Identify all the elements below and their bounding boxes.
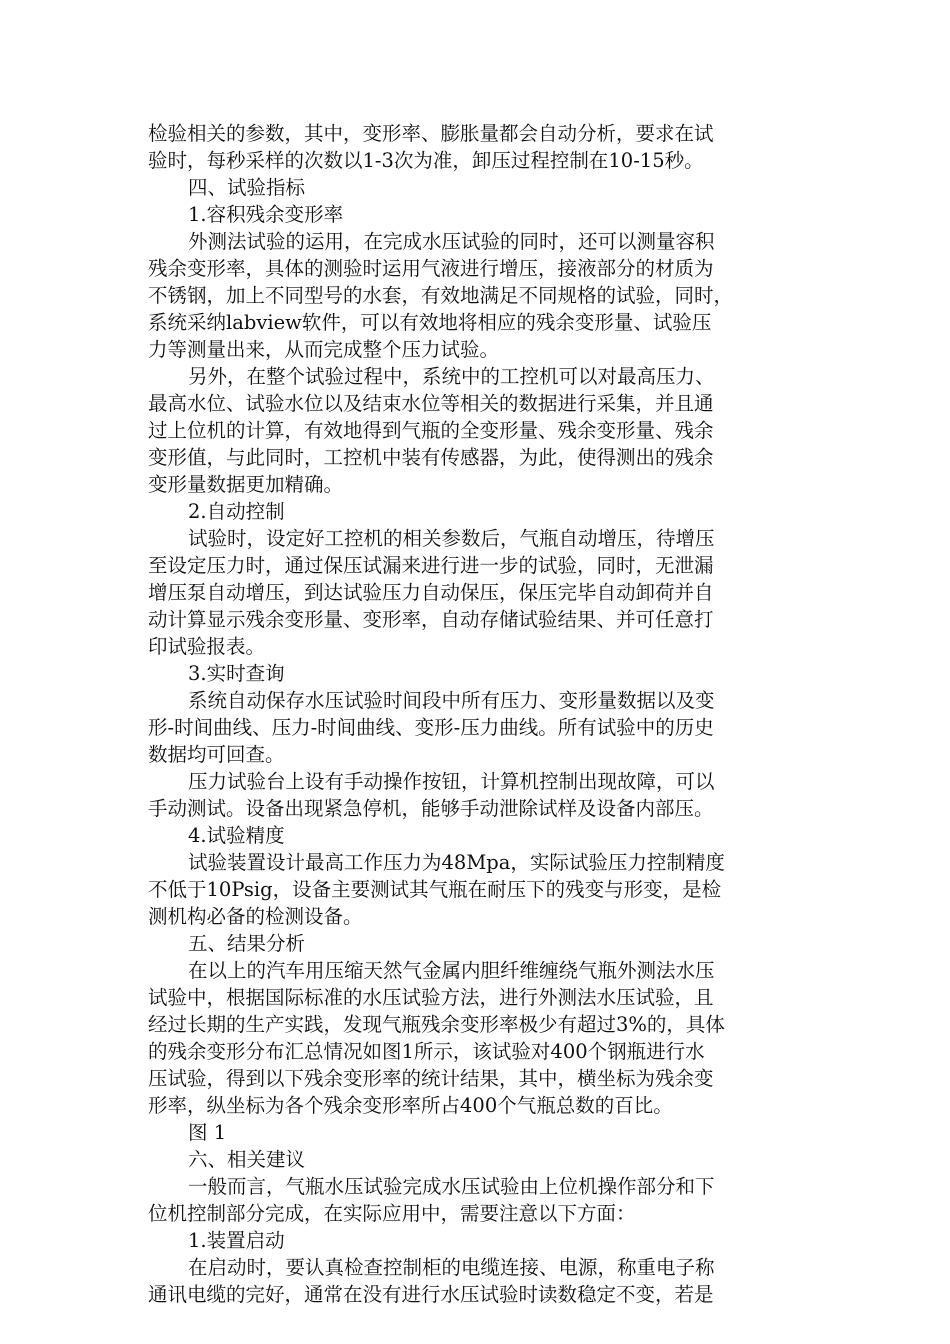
text-line: 压力试验台上设有手动操作按钮，计算机控制出现故障，可以 (188, 770, 715, 793)
paragraph (148, 1119, 808, 1146)
text-line: 系统自动保存水压试验时间段中所有压力、变形量数据以及变 (188, 689, 715, 712)
text-line: 另外，在整个试验过程中，系统中的工控机可以对最高压力、 (188, 365, 715, 388)
paragraph (148, 957, 808, 1119)
text-line: 一般而言，气瓶水压试验完成水压试验由上位机操作部分和下 (188, 1175, 715, 1198)
paragraph (148, 849, 808, 930)
text-line: 的残余变形分布汇总情况如图1所示，该试验对400个钢瓶进行水 (148, 1040, 705, 1063)
text-line: 数据均可回查。 (148, 743, 285, 766)
text-line: 位机控制部分完成，在实际应用中，需要注意以下方面： (148, 1202, 636, 1225)
paragraph (148, 822, 808, 849)
paragraph (148, 525, 808, 660)
text-line: 不锈钢，加上不同型号的水套，有效地满足不同规格的试验，同时， (148, 284, 734, 307)
text-line: 1.装置启动 (188, 1229, 285, 1252)
text-line: 在以上的汽车用压缩天然气金属内胆纤维缠绕气瓶外测法水压 (188, 959, 715, 982)
text-line: 形-时间曲线、压力-时间曲线、变形-压力曲线。所有试验中的历史 (148, 716, 714, 739)
text-line: 最高水位、试验水位以及结束水位等相关的数据进行采集，并且通 (148, 392, 714, 415)
paragraph (148, 120, 808, 174)
text-line: 检验相关的参数，其中，变形率、膨胀量都会自动分析，要求在试 (148, 122, 714, 145)
text-line: 测机构必备的检测设备。 (148, 905, 363, 928)
text-line: 试验中，根据国际标准的水压试验方法，进行外测法水压试验，且 (148, 986, 714, 1009)
text-line: 四、试验指标 (188, 176, 306, 199)
paragraph (148, 1227, 808, 1254)
text-line: 力等测量出来，从而完成整个压力试验。 (148, 338, 500, 361)
text-line: 动计算显示残余变形量、变形率，自动存储试验结果、并可任意打 (148, 608, 714, 631)
text-line: 试验时，设定好工控机的相关参数后，气瓶自动增压，待增压 (188, 527, 715, 550)
paragraph (148, 687, 808, 768)
paragraph (148, 174, 808, 201)
text-line: 五、结果分析 (188, 932, 306, 955)
text-line: 压试验，得到以下残余变形率的统计结果，其中，横坐标为残余变 (148, 1067, 714, 1090)
text-line: 试验装置设计最高工作压力为48Mpa，实际试验压力控制精度 (188, 851, 725, 874)
text-line: 通讯电缆的完好，通常在没有进行水压试验时读数稳定不变，若是 (148, 1283, 714, 1306)
paragraph (148, 201, 808, 228)
text-line: 过上位机的计算，有效地得到气瓶的全变形量、残余变形量、残余 (148, 419, 714, 442)
text-line: 增压泵自动增压，到达试验压力自动保压，保压完毕自动卸荷并自 (148, 581, 714, 604)
text-line: 至设定压力时，通过保压试漏来进行进一步的试验，同时，无泄漏 (148, 554, 714, 577)
text-line: 在启动时，要认真检查控制柜的电缆连接、电源，称重电子称 (188, 1256, 715, 1279)
paragraph (148, 1254, 808, 1308)
paragraph (148, 930, 808, 957)
text-line: 1.容积残余变形率 (188, 203, 344, 226)
text-line: 六、相关建议 (188, 1148, 306, 1171)
text-line: 残余变形率，具体的测验时运用气液进行增压，接液部分的材质为 (148, 257, 714, 280)
text-line: 印试验报表。 (148, 635, 266, 658)
text-line: 手动测试。设备出现紧急停机，能够手动泄除试样及设备内部压。 (148, 797, 714, 820)
paragraph (148, 768, 808, 822)
text-line: 2.自动控制 (188, 500, 285, 523)
text-line: 形率，纵坐标为各个残余变形率所占400个气瓶总数的百比。 (148, 1094, 673, 1117)
text-line: 系统采纳labview软件，可以有效地将相应的残余变形量、试验压 (148, 311, 712, 334)
paragraph (148, 498, 808, 525)
text-line: 外测法试验的运用，在完成水压试验的同时，还可以测量容积 (188, 230, 715, 253)
document-body (148, 120, 808, 1308)
text-line: 经过长期的生产实践，发现气瓶残余变形率极少有超过3%的，具体 (148, 1013, 725, 1036)
text-line: 3.实时查询 (188, 662, 285, 685)
text-line: 图 1 (188, 1121, 227, 1144)
text-line: 不低于10Psig，设备主要测试其气瓶在耐压下的残变与形变，是检 (148, 878, 722, 901)
text-line: 变形量数据更加精确。 (148, 473, 344, 496)
paragraph (148, 228, 808, 363)
paragraph (148, 1146, 808, 1173)
paragraph (148, 660, 808, 687)
text-line: 验时，每秒采样的次数以1-3次为准，卸压过程控制在10-15秒。 (148, 149, 704, 172)
text-line: 变形值，与此同时，工控机中装有传感器，为此，使得测出的残余 (148, 446, 714, 469)
text-line: 4.试验精度 (188, 824, 285, 847)
paragraph (148, 363, 808, 498)
paragraph (148, 1173, 808, 1227)
